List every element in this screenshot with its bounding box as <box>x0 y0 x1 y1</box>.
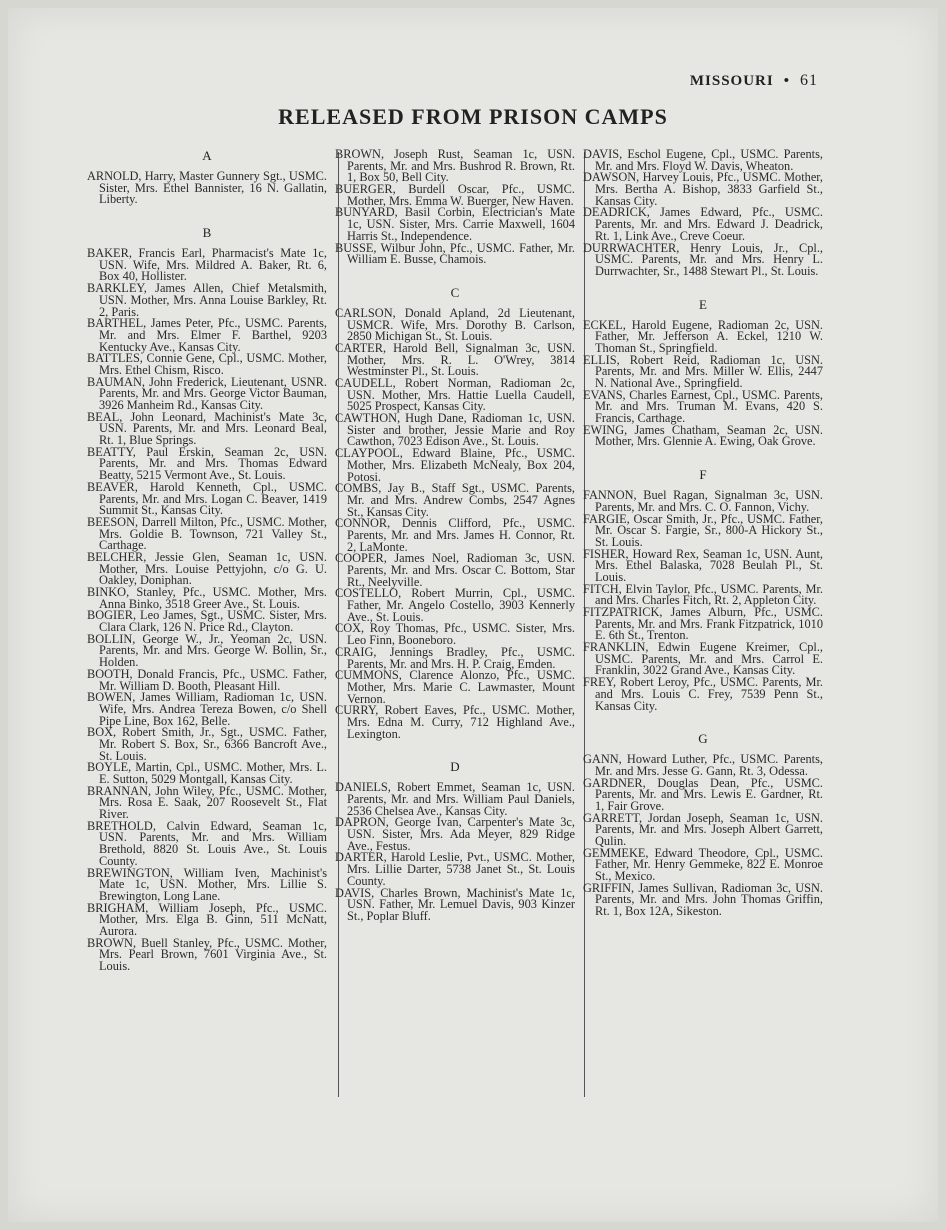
roster-entry: GARDNER, Douglas Dean, Pfc., USMC. Parents, Mr. and Mrs. Lewis E. Gardner, Rt. 1, Fair Grove. <box>583 775 823 813</box>
roster-entry: EVANS, Charles Earnest, Cpl., USMC. Parents, Mr. and Mrs. Truman M. Evans, 420 S. Francis, Carthage. <box>583 387 823 426</box>
roster-entry: BATTLES, Connie Gene, Cpl., USMC. Mother, Mrs. Ethel Chism, Risco. <box>87 351 327 377</box>
roster-entry: DARTER, Harold Leslie, Pvt., USMC. Mother, Mrs. Lillie Darter, 5738 Janet St., St. Louis County. <box>335 850 575 888</box>
column-1 <box>87 149 327 973</box>
roster-entry: FISHER, Howard Rex, Seaman 1c, USN. Aunt, Mrs. Ethel Balaska, 7028 Beulah Pl., St. Louis. <box>583 546 823 584</box>
roster-entry: BEESON, Darrell Milton, Pfc., USMC. Mother, Mrs. Goldie B. Townson, 721 Valley St., Carthage. <box>87 514 327 553</box>
roster-entry: GANN, Howard Luther, Pfc., USMC. Parents, Mr. and Mrs. Jesse G. Gann, Rt. 3, Odessa. <box>583 752 823 778</box>
roster-entry: GARRETT, Jordan Joseph, Seaman 1c, USN. Parents, Mr. and Mrs. Joseph Albert Garrett, Qulin. <box>583 810 823 848</box>
roster-entry: ARNOLD, Harry, Master Gunnery Sgt., USMC. Sister, Mrs. Ethel Bannister, 16 N. Gallatin, Liberty. <box>87 169 327 207</box>
column-3 <box>583 149 823 918</box>
section-letter-e: E <box>699 296 707 312</box>
roster-entry: BEAL, John Leonard, Machinist's Mate 3c, USN. Parents, Mr. and Mrs. Leonard Beal, Rt. 1, Blue Springs. <box>87 409 327 448</box>
roster-entry: ELLIS, Robert Reid, Radioman 1c, USN. Parents, Mr. and Mrs. Miller W. Ellis, 2447 N. National Ave., Springfield. <box>583 352 823 390</box>
section-letter-f: F <box>699 467 707 483</box>
roster-entry: FITZPATRICK, James Alburn, Pfc., USMC. Parents, Mr. and Mrs. Frank Fitzpatrick, 1010 E. 6th St., Trenton. <box>583 605 823 643</box>
roster-entry: BOYLE, Martin, Cpl., USMC. Mother, Mrs. L. E. Sutton, 5029 Montgall, Kansas City. <box>87 760 327 786</box>
section-letter-g: G <box>698 731 708 747</box>
roster-entry: FRANKLIN, Edwin Eugene Kreimer, Cpl., USMC. Parents, Mr. and Mrs. Carrol E. Franklin, 3022 Grand Ave., Kansas City. <box>583 640 823 678</box>
roster-entry: BOGIER, Leo James, Sgt., USMC. Sister, Mrs. Clara Clark, 126 N. Price Rd., Clayton. <box>87 608 327 635</box>
column-2 <box>335 149 575 923</box>
roster-entry: BOWEN, James William, Radioman 1c, USN. Wife, Mrs. Andrea Tereza Bowen, c/o Shell Pipe Line, Box 162, Belle. <box>87 690 327 728</box>
roster-entry: DEADRICK, James Edward, Pfc., USMC. Parents, Mr. and Mrs. Edward J. Deadrick, Rt. 1, Link Ave., Creve Coeur. <box>583 205 823 243</box>
roster-entry: BRANNAN, John Wiley, Pfc., USMC. Mother, Mrs. Rosa E. Saak, 207 Roosevelt St., Flat River. <box>87 783 327 822</box>
roster-entry: BARTHEL, James Peter, Pfc., USMC. Parents, Mr. and Mrs. Elmer F. Barthel, 9203 Kentucky Ave., Kansas City. <box>87 316 327 354</box>
page-title: RELEASED FROM PRISON CAMPS <box>278 104 668 129</box>
roster-entry: CRAIG, Jennings Bradley, Pfc., USMC. Parents, Mr. and Mrs. H. P. Craig, Emden. <box>335 644 575 671</box>
roster-entry: BAUMAN, John Frederick, Lieutenant, USNR. Parents, Mr. and Mrs. George Victor Bauman, 3926 Manheim Rd., Kansas City. <box>87 374 327 412</box>
state-name: MISSOURI <box>689 73 774 89</box>
roster-entry: CUMMONS, Clarence Alonzo, Pfc., USMC. Mother, Mrs. Marie C. Lawmaster, Mount Vernon. <box>335 668 575 706</box>
roster-entry: BINKO, Stanley, Pfc., USMC. Mother, Mrs. Anna Binko, 3518 Greer Ave., St. Louis. <box>87 585 327 611</box>
roster-entry: CAWTHON, Hugh Dane, Radioman 1c, USN. Sister and brother, Jessie Marie and Roy Cawthon, 7023 Edison Ave., St. Louis. <box>335 411 575 449</box>
roster-entry: COOPER, James Noel, Radioman 3c, USN. Parents, Mr. and Mrs. Oscar C. Bottom, Star Rt., Neelyville. <box>335 551 575 589</box>
section-letter-a: A <box>202 148 212 163</box>
running-header <box>690 72 818 90</box>
roster-entry: BUSSE, Wilbur John, Pfc., USMC. Father, Mr. William E. Busse, Chamois. <box>335 240 575 267</box>
roster-entry: BUNYARD, Basil Corbin, Electrician's Mate 1c, USN. Sister, Mrs. Carrie Maxwell, 1604 Harris St., Independence. <box>335 205 575 243</box>
header-separator: • <box>783 73 790 89</box>
section-letter-d: D <box>450 759 460 775</box>
roster-entry: ECKEL, Harold Eugene, Radioman 2c, USN. Father, Mr. Jefferson A. Eckel, 1210 W. Thoman St., Springfield. <box>583 317 823 355</box>
roster-entry: GEMMEKE, Edward Theodore, Cpl., USMC. Father, Mr. Henry Gemmeke, 822 E. Monroe St., Mexico. <box>583 845 823 884</box>
roster-entry: COSTELLO, Robert Murrin, Cpl., USMC. Father, Mr. Angelo Costello, 3903 Kennerly Ave., St. Louis. <box>335 586 575 624</box>
roster-entry: CURRY, Robert Eaves, Pfc., USMC. Mother, Mrs. Edna M. Curry, 712 Highland Ave., Lexington. <box>335 703 575 741</box>
roster-entry: GRIFFIN, James Sullivan, Radioman 3c, USN. Parents, Mr. and Mrs. John Thomas Griffin, Rt. 1, Box 12A, Sikeston. <box>583 880 823 919</box>
roster-entry: FANNON, Buel Ragan, Signalman 3c, USN. Parents, Mr. and Mrs. C. O. Fannon, Vichy. <box>583 488 823 514</box>
roster-entry: DAVIS, Eschol Eugene, Cpl., USMC. Parents, Mr. and Mrs. Floyd W. Davis, Wheaton. <box>583 147 823 173</box>
roster-entry: BRETHOLD, Calvin Edward, Seaman 1c, USN. Parents, Mr. and Mrs. William Brethold, 8820 St. Louis Ave., St. Louis County. <box>87 818 327 868</box>
section-letter-b: B <box>202 225 212 241</box>
roster-entry: BRIGHAM, William Joseph, Pfc., USMC. Mother, Mrs. Elga B. Ginn, 511 McNatt, Aurora. <box>87 900 327 938</box>
roster-entry: CAUDELL, Robert Norman, Radioman 2c, USN. Mother, Mrs. Hattie Luella Caudell, 5025 Prospect, Kansas City. <box>335 376 575 414</box>
roster-entry: BAKER, Francis Earl, Pharmacist's Mate 1c, USN. Wife, Mrs. Mildred A. Baker, Rt. 6, Box 40, Hollister. <box>87 246 327 284</box>
roster-entry: CONNOR, Dennis Clifford, Pfc., USMC. Parents, Mr. and Mrs. James H. Connor, Rt. 2, LaMonte. <box>335 516 575 554</box>
roster-entry: DAPRON, George Ivan, Carpenter's Mate 3c, USN. Sister, Mrs. Ada Meyer, 829 Ridge Ave., Festus. <box>335 815 575 853</box>
roster-entry: CARLSON, Donald Apland, 2d Lieutenant, USMCR. Wife, Mrs. Dorothy B. Carlson, 2850 Michigan St., St. Louis. <box>335 305 575 344</box>
roster-entry: BOOTH, Donald Francis, Pfc., USMC. Father, Mr. William D. Booth, Pleasant Hill. <box>87 666 327 693</box>
roster-entry: BOLLIN, George W., Jr., Yeoman 2c, USN. Parents, Mr. and Mrs. George W. Bollin, Sr., Holden. <box>87 631 327 670</box>
roster-entry: BOX, Robert Smith, Jr., Sgt., USMC. Father, Mr. Robert S. Box, Sr., 6366 Bancroft Ave., St. Louis. <box>87 725 327 763</box>
roster-entry: CLAYPOOL, Edward Blaine, Pfc., USMC. Mother, Mrs. Elizabeth McNealy, Box 204, Potosi. <box>335 446 575 484</box>
roster-entry: BELCHER, Jessie Glen, Seaman 1c, USN. Mother, Mrs. Louise Pettyjohn, c/o G. U. Oakley, Doniphan. <box>87 549 327 588</box>
roster-entry: DAWSON, Harvey Louis, Pfc., USMC. Mother, Mrs. Bertha A. Bishop, 3833 Garfield St., Kansas City. <box>583 170 823 208</box>
roster-entry: BEAVER, Harold Kenneth, Cpl., USMC. Parents, Mr. and Mrs. Logan C. Beaver, 1419 Summit St., Kansas City. <box>87 479 327 518</box>
roster-entry: BROWN, Buell Stanley, Pfc., USMC. Mother, Mrs. Pearl Brown, 7601 Virginia Ave., St. Louis. <box>87 935 327 973</box>
page-number: 61 <box>800 72 818 89</box>
roster-entry: BROWN, Joseph Rust, Seaman 1c, USN. Parents, Mr. and Mrs. Bushrod R. Brown, Rt. 1, Box 50, Bell City. <box>335 147 575 185</box>
roster-entry: COX, Roy Thomas, Pfc., USMC. Sister, Mrs. Leo Finn, Booneboro. <box>335 621 575 648</box>
roster-entry: FITCH, Elvin Taylor, Pfc., USMC. Parents, Mr. and Mrs. Charles Fitch, Rt. 2, Appleton City. <box>583 581 823 608</box>
roster-entry: FARGIE, Oscar Smith, Jr., Pfc., USMC. Father, Mr. Oscar S. Fargie, Sr., 800-A Hickory St., St. Louis. <box>583 511 823 549</box>
roster-entry: BARKLEY, James Allen, Chief Metalsmith, USN. Mother, Mrs. Anna Louise Barkley, Rt. 2, Paris. <box>87 281 327 319</box>
roster-entry: DAVIS, Charles Brown, Machinist's Mate 1c, USN. Father, Mr. Lemuel Davis, 903 Kinzer St., Poplar Bluff. <box>335 885 575 923</box>
document-page <box>8 8 938 1222</box>
roster-entry: FREY, Robert Leroy, Pfc., USMC. Parents, Mr. and Mrs. Louis C. Frey, 7539 Penn St., Kansas City. <box>583 675 823 713</box>
roster-entry: BUERGER, Burdell Oscar, Pfc., USMC. Mother, Mrs. Emma W. Buerger, New Haven. <box>335 182 575 208</box>
roster-entry: BREWINGTON, William Iven, Machinist's Mate 1c, USN. Mother, Mrs. Lillie S. Brewington, Long Lane. <box>87 865 327 903</box>
roster-entry: DURRWACHTER, Henry Louis, Jr., Cpl., USMC. Parents, Mr. and Mrs. Henry L. Durrwachter, Sr., 1488 Stewart Pl., St. Louis. <box>583 240 823 278</box>
section-letter-c: C <box>450 284 460 300</box>
roster-entry: EWING, James Chatham, Seaman 2c, USN. Mother, Mrs. Glennie A. Ewing, Oak Grove. <box>583 422 823 449</box>
roster-entry: DANIELS, Robert Emmet, Seaman 1c, USN. Parents, Mr. and Mrs. William Paul Daniels, 2536 Chelsea Ave., Kansas City. <box>335 780 575 818</box>
roster-entry: COMBS, Jay B., Staff Sgt., USMC. Parents, Mr. and Mrs. Andrew Combs, 2547 Agnes St., Kansas City. <box>335 481 575 519</box>
roster-entry: CARTER, Harold Bell, Signalman 3c, USN. Mother, Mrs. R. L. O'Wrey, 3814 Westminster Pl., St. Louis. <box>335 340 575 379</box>
roster-entry: BEATTY, Paul Erskin, Seaman 2c, USN. Parents, Mr. and Mrs. Thomas Edward Beatty, 5215 Vermont Ave., St. Louis. <box>87 444 327 483</box>
